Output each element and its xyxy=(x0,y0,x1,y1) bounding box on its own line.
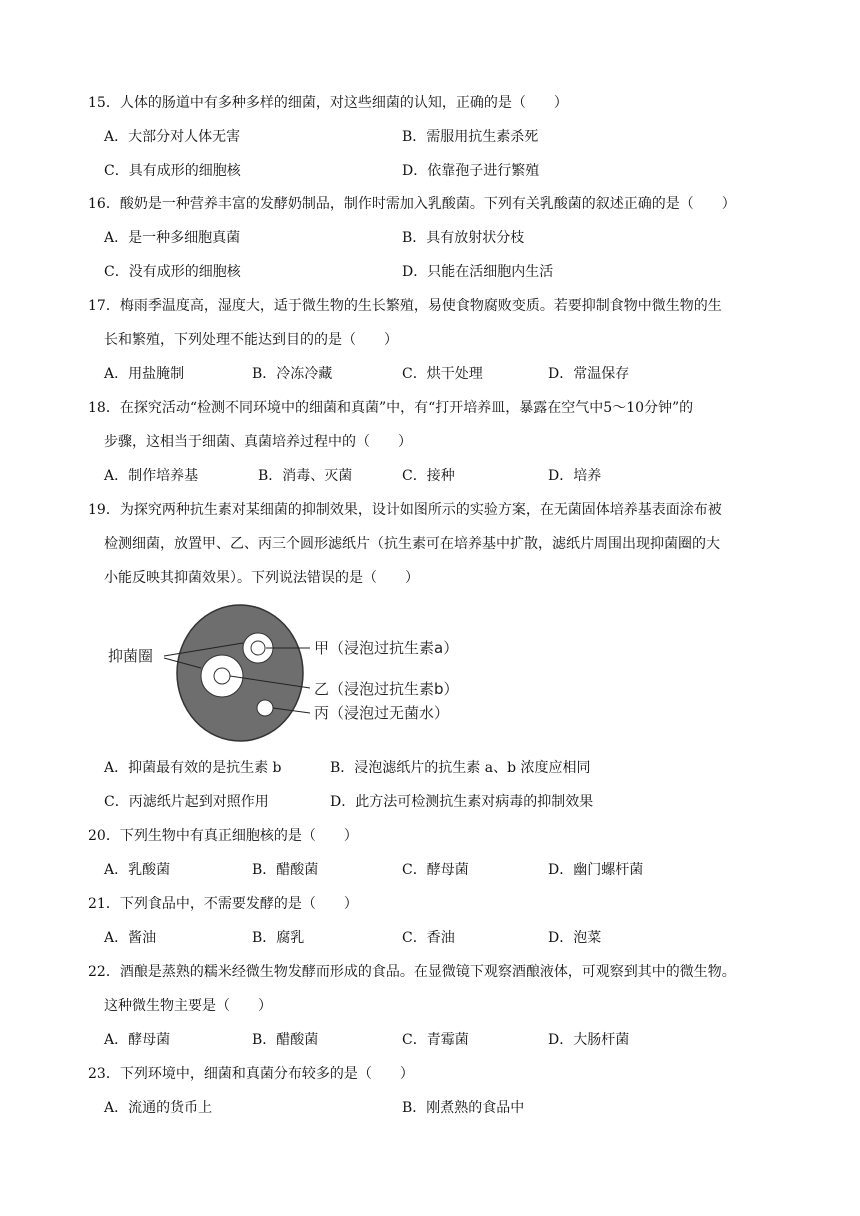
question-17-option-d: D．常温保存 xyxy=(548,366,630,382)
question-19-stem-cont: 检测细菌，放置甲、乙、丙三个圆形滤纸片（抗生素可在培养基中扩散，滤纸片周围出现抑菌圈的大 xyxy=(104,536,720,552)
question-20-option-b: B．醋酸菌 xyxy=(252,862,319,878)
question-21-option-b: B．腐乳 xyxy=(252,930,305,946)
question-15-option-c: C．具有成形的细胞核 xyxy=(104,163,241,179)
question-20-option-d: D．幽门螺杆菌 xyxy=(548,862,644,878)
question-18-option-d: D．培养 xyxy=(548,468,602,484)
question-22-option-b: B．醋酸菌 xyxy=(252,1032,319,1048)
question-19-option-d: D．此方法可检测抗生素对病毒的抑制效果 xyxy=(330,794,594,810)
question-19-option-b: B．浸泡滤纸片的抗生素 a、b 浓度应相同 xyxy=(330,760,591,776)
question-21-option-a: A．酱油 xyxy=(104,930,157,946)
question-17-option-c: C．烘干处理 xyxy=(402,366,483,382)
question-18-option-a: A．制作培养基 xyxy=(104,468,199,484)
question-18-stem: 18．在探究活动“检测不同环境中的细菌和真菌”中，有“打开培养皿，暴露在空气中5～10分钟”的 xyxy=(88,400,694,416)
question-17-option-b: B．冷冻冷藏 xyxy=(252,366,333,382)
question-22-stem-cont: 这种微生物主要是（ ） xyxy=(104,998,272,1014)
question-22-option-c: C．青霉菌 xyxy=(402,1032,469,1048)
label-disc-c: 丙（浸泡过无菌水） xyxy=(314,704,450,722)
question-18-stem-cont: 步骤，这相当于细菌、真菌培养过程中的（ ） xyxy=(104,434,412,450)
petri-dish-figure xyxy=(100,598,480,748)
filter-disc-b xyxy=(214,668,230,684)
question-23-option-b: B．刚煮熟的食品中 xyxy=(402,1100,525,1116)
question-17-stem-cont: 长和繁殖，下列处理不能达到目的的是（ ） xyxy=(104,332,398,348)
label-disc-a: 甲（浸泡过抗生素a） xyxy=(314,639,459,657)
question-22-stem: 22．酒酿是蒸熟的糯米经微生物发酵而形成的食品。在显微镜下观察酒酿液体，可观察到其中的微生物。 xyxy=(88,964,736,980)
question-19-stem-cont2: 小能反映其抑菌效果）。下列说法错误的是（ ） xyxy=(104,570,419,586)
question-19-option-a: A．抑菌最有效的是抗生素 b xyxy=(104,760,282,776)
question-16-option-c: C．没有成形的细胞核 xyxy=(104,264,241,280)
question-18-option-c: C．接种 xyxy=(402,468,455,484)
question-20-option-a: A．乳酸菌 xyxy=(104,862,171,878)
question-15-option-b: B．需服用抗生素杀死 xyxy=(402,129,539,145)
question-21-option-d: D．泡菜 xyxy=(548,930,602,946)
filter-disc-a xyxy=(251,641,265,655)
question-23-option-a: A．流通的货币上 xyxy=(104,1100,213,1116)
question-16-stem: 16．酸奶是一种营养丰富的发酵奶制品，制作时需加入乳酸菌。下列有关乳酸菌的叙述正确的是（ ） xyxy=(88,196,736,212)
question-16-option-b: B．具有放射状分枝 xyxy=(402,230,525,246)
question-15-stem: 15．人体的肠道中有多种多样的细菌，对这些细菌的认知，正确的是（ ） xyxy=(88,95,568,111)
question-22-option-a: A．酵母菌 xyxy=(104,1032,171,1048)
question-21-option-c: C．香油 xyxy=(402,930,455,946)
question-20-stem: 20．下列生物中有真正细胞核的是（ ） xyxy=(88,828,358,844)
question-15-option-d: D．依靠孢子进行繁殖 xyxy=(402,163,540,179)
filter-disc-c xyxy=(257,700,273,716)
label-inhibition-zone: 抑菌圈 xyxy=(108,647,154,665)
question-16-option-a: A．是一种多细胞真菌 xyxy=(104,230,241,246)
question-23-stem: 23．下列环境中，细菌和真菌分布较多的是（ ） xyxy=(88,1066,414,1082)
question-15-option-a: A．大部分对人体无害 xyxy=(104,129,241,145)
question-21-stem: 21．下列食品中，不需要发酵的是（ ） xyxy=(88,896,358,912)
question-20-option-c: C．酵母菌 xyxy=(402,862,469,878)
question-17-stem: 17．梅雨季温度高，湿度大，适于微生物的生长繁殖，易使食物腐败变质。若要抑制食物中微生物的生 xyxy=(88,298,722,314)
question-18-option-b: B．消毒、灭菌 xyxy=(258,468,353,484)
label-disc-b: 乙（浸泡过抗生素b） xyxy=(314,680,459,698)
question-22-option-d: D．大肠杆菌 xyxy=(548,1032,630,1048)
question-17-option-a: A．用盐腌制 xyxy=(104,366,185,382)
question-19-stem: 19．为探究两种抗生素对某细菌的抑制效果，设计如图所示的实验方案，在无菌固体培养基表面涂布被 xyxy=(88,502,722,518)
question-19-option-c: C．丙滤纸片起到对照作用 xyxy=(104,794,269,810)
question-16-option-d: D．只能在活细胞内生活 xyxy=(402,264,554,280)
